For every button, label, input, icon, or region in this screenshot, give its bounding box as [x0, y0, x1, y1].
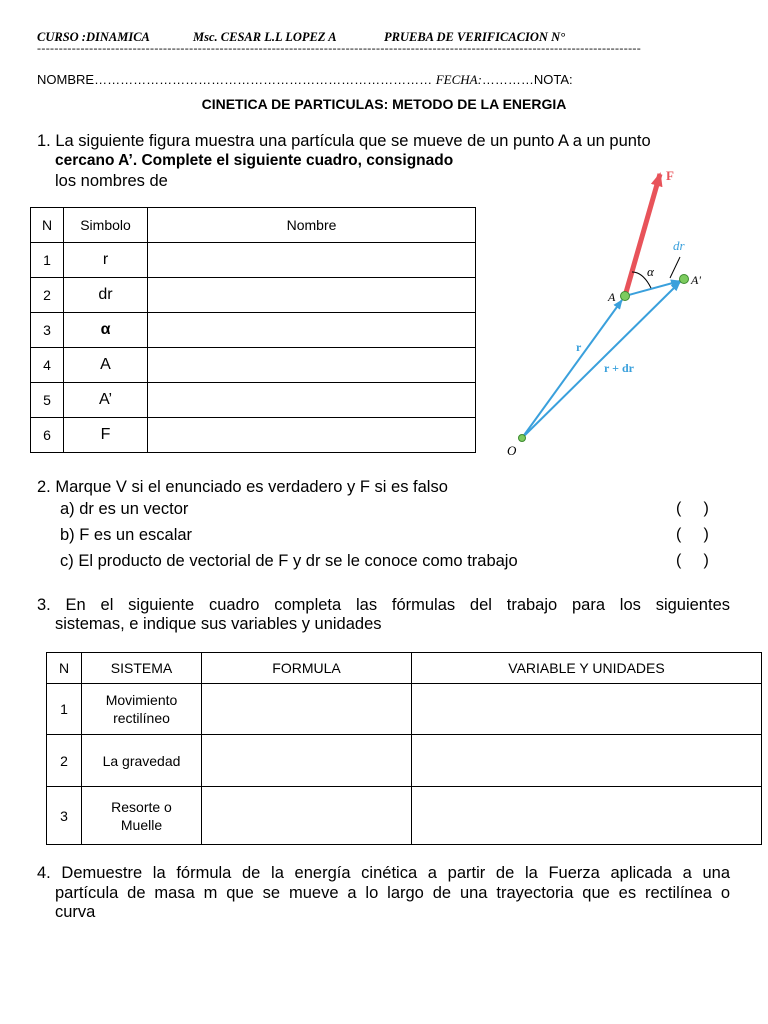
row-number: 6 [31, 418, 64, 453]
table-row [31, 243, 476, 278]
row-number: 1 [31, 243, 64, 278]
work-table-header [47, 653, 762, 684]
label-f: F [666, 168, 674, 183]
student-info-line [37, 72, 573, 88]
q4-line1: 4. Demuestre la fórmula de la energía cinética a partir de la Fuerza aplicada a una [37, 864, 730, 882]
q1-line2: cercano A’. Complete el siguiente cuadro, consignado [55, 152, 454, 169]
label-dr: dr [673, 238, 685, 253]
q2-answer-c[interactable]: ( ) [676, 552, 709, 569]
header-formula: FORMULA [202, 653, 412, 684]
course-label: CURSO :DINAMICA [37, 30, 150, 44]
row-name-field[interactable] [148, 383, 476, 418]
row-number: 4 [31, 348, 64, 383]
header-n: N [47, 653, 82, 684]
row-variables-field[interactable] [412, 684, 762, 735]
dr-vector [625, 281, 680, 296]
row-symbol: A [64, 348, 148, 383]
row-symbol: F [64, 418, 148, 453]
q1-line3: los nombres de [55, 172, 168, 190]
row-formula-field[interactable] [202, 735, 412, 787]
row-formula-field[interactable] [202, 684, 412, 735]
nombre-label: NOMBRE [37, 72, 95, 87]
row-name-field[interactable] [148, 313, 476, 348]
q4-line2: partícula de masa m que se mueve a lo largo de una trayectoria que es rectilínea o [55, 884, 730, 902]
table-row [47, 787, 762, 845]
row-name-field[interactable] [148, 348, 476, 383]
nombre-dots: …………………………………………………………………… [94, 72, 433, 87]
q1-line1: 1. La siguiente figura muestra una partícula que se mueve de un punto A a un punto [37, 132, 651, 150]
work-formulas-table [46, 652, 762, 845]
row-number: 3 [47, 787, 82, 845]
symbols-table [30, 207, 476, 453]
point-a [621, 292, 630, 301]
q3-line2: sistemas, e indique sus variables y unidades [55, 615, 382, 633]
label-o: O [507, 443, 517, 458]
particle-vector-figure [495, 160, 730, 470]
row-symbol: dr [64, 278, 148, 313]
q4-line3: curva [55, 903, 96, 921]
q3-line1: 3. En el siguiente cuadro completa las fórmulas del trabajo para los siguientes [37, 596, 730, 614]
nota-label: NOTA: [533, 72, 573, 87]
row-system: Movimiento rectilíneo [82, 684, 202, 735]
row-symbol: α [64, 313, 148, 348]
row-name-field[interactable] [148, 418, 476, 453]
row-formula-field[interactable] [202, 787, 412, 845]
header-sistema: SISTEMA [82, 653, 202, 684]
label-a: A [608, 290, 616, 304]
teacher-label: Msc. CESAR L.L LOPEZ A [193, 30, 337, 44]
row-symbol: A’ [64, 383, 148, 418]
origin-point [519, 435, 526, 442]
point-a-prime [680, 275, 689, 284]
q2-item-b: b) F es un escalar [60, 526, 193, 544]
page-title: CINETICA DE PARTICULAS: METODO DE LA ENERGIA [201, 96, 567, 112]
q2-answer-b[interactable]: ( ) [676, 526, 709, 543]
row-system: Resorte o Muelle [82, 787, 202, 845]
row-symbol: r [64, 243, 148, 278]
header-nombre: Nombre [148, 208, 476, 243]
table-row [47, 735, 762, 787]
row-number: 1 [47, 684, 82, 735]
q2-item-a: a) dr es un vector [60, 500, 189, 518]
q2-answer-a[interactable]: ( ) [676, 500, 709, 517]
q2-intro: 2. Marque V si el enunciado es verdadero y F si es falso [37, 478, 448, 496]
label-r-plus-dr: r + dr [604, 361, 634, 375]
dr-pointer [670, 257, 680, 278]
fecha-dots: ………… [481, 72, 534, 87]
header-divider: ------------------------------------------------------------------------------------------------------------------------------------------- [37, 41, 642, 55]
q2-item-c: c) El producto de vectorial de F y dr se le conoce como trabajo [60, 552, 518, 570]
table-row [31, 278, 476, 313]
header-variables: VARIABLE Y UNIDADES [412, 653, 762, 684]
test-label: PRUEBA DE VERIFICACION N° [384, 30, 566, 44]
row-name-field[interactable] [148, 278, 476, 313]
row-number: 2 [47, 735, 82, 787]
table-row [31, 418, 476, 453]
symbols-table-header [31, 208, 476, 243]
row-number: 3 [31, 313, 64, 348]
label-r: r [576, 340, 582, 354]
table-row [31, 313, 476, 348]
header-simbolo: Simbolo [64, 208, 148, 243]
row-variables-field[interactable] [412, 735, 762, 787]
fecha-label: FECHA: [435, 72, 482, 87]
table-row [31, 348, 476, 383]
row-name-field[interactable] [148, 243, 476, 278]
force-vector [625, 174, 660, 296]
row-number: 2 [31, 278, 64, 313]
table-row [47, 684, 762, 735]
label-alpha: α [647, 264, 654, 279]
r-plus-dr-vector [522, 282, 680, 438]
table-row [31, 383, 476, 418]
header-n: N [31, 208, 64, 243]
row-system: La gravedad [82, 735, 202, 787]
row-variables-field[interactable] [412, 787, 762, 845]
label-a-prime: A' [691, 273, 701, 287]
row-number: 5 [31, 383, 64, 418]
